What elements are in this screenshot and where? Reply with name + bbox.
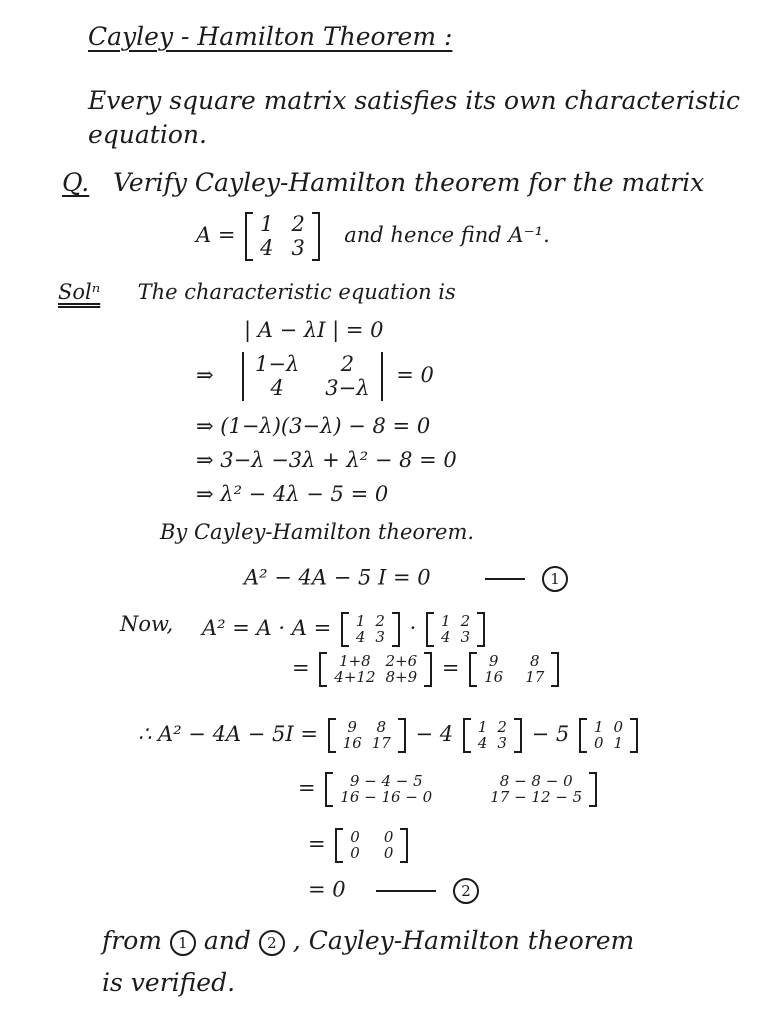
matrix-cell: 3 [375,628,385,646]
matrix-cell: 17 [525,668,545,686]
conclusion-line1 [102,928,634,956]
equals-sign: = [292,656,310,680]
matrix-cell: 3 [460,628,471,646]
matrix-cell: 1 [613,734,624,752]
matrix-a-left [341,612,400,647]
conclusion-and: and [203,926,251,955]
matrix-cell: 9 − 4 − 5 [349,772,423,790]
equals-sign: = [298,776,316,800]
det-cell: 3−λ [325,376,370,400]
conclusion-line2: is verified. [102,968,236,997]
now-label: Now, [120,612,174,636]
char-eq-det-line [196,352,434,401]
page-title: Cayley - Hamilton Theorem : [88,22,453,51]
dot-operator: · [409,616,417,640]
a-squared-result-line [292,652,562,687]
matrix-cell: 8 [376,718,387,736]
question-suffix: and hence find A⁻¹. [344,223,550,247]
matrix-cell: 17 [371,734,391,752]
matrix-cell: 1 [441,612,451,630]
char-eq-3: ⇒ (1−λ)(3−λ) − 8 = 0 [196,414,431,438]
solution-intro: The characteristic equation is [137,280,456,304]
determinant [238,352,387,401]
matrix-cell: 1+8 [339,652,371,670]
matrix-a-label: A = [196,223,236,247]
matrix-a [245,212,320,261]
matrix-cell: 8 [530,652,540,670]
difference-line [298,772,600,807]
matrix-cell: 1 [355,612,366,630]
matrix-cell: 2 [291,212,305,236]
conclusion-from: from [102,926,162,955]
sum-matrix [319,652,432,687]
matrix-cell: 2 [375,612,385,630]
a-squared-line [202,612,488,647]
matrix-cell: 3 [497,734,507,752]
matrix-cell: 3 [291,236,305,260]
matrix-cell: 9 [347,718,357,736]
conclusion-rest: , Cayley-Hamilton theorem [292,926,635,955]
a-squared-matrix [469,652,559,687]
det-rhs: = 0 [396,363,434,387]
det-cell: 4 [270,376,284,400]
equation-marker-1: 1 [542,566,568,592]
question-text: Verify Cayley-Hamilton theorem for the matrix [113,168,705,197]
matrix-cell: 8 − 8 − 0 [499,772,573,790]
matrix-a-3 [463,718,522,753]
matrix-cell: 4 [477,734,488,752]
matrix-cell: 0 [350,844,360,862]
zero-matrix [335,828,408,863]
matrix-cell: 4 [441,628,451,646]
equation-marker-2: 2 [453,878,479,904]
theorem-statement-line1: Every square matrix satisfies its own characteristic [88,86,741,115]
char-eq-5: ⇒ λ² − 4λ − 5 = 0 [196,482,389,506]
theorem-statement-line2: equation. [88,120,207,149]
matrix-cell: 0 [613,718,624,736]
therefore-line [138,718,641,753]
conclusion-ref-1: 1 [170,930,196,956]
solution-intro-line [58,282,456,303]
matrix-cell: 1 [477,718,488,736]
matrix-cell: 0 [383,828,394,846]
final-equation: = 0 [308,877,346,902]
conclusion-ref-2: 2 [259,930,285,956]
matrix-a-right [426,612,485,647]
implies-symbol: ⇒ [196,363,214,387]
matrix-cell: 8+9 [385,668,418,686]
solution-label: Solⁿ [58,280,101,304]
minus-five: − 5 [531,722,570,746]
char-eq-1: | A − λI | = 0 [244,318,384,342]
matrix-cell: 4+12 [334,668,376,686]
matrix-cell: 0 [350,828,360,846]
matrix-cell: 2 [460,612,471,630]
equals-sign: = [441,656,460,680]
matrix-cell: 0 [383,844,394,862]
matrix-cell: 4 [355,628,366,646]
matrix-cell: 16 − 16 − 0 [340,788,433,806]
by-theorem-line: By Cayley-Hamilton theorem. [160,520,475,544]
matrix-cell: 4 [260,236,274,260]
difference-matrix [325,772,597,807]
identity-matrix [579,718,638,753]
question-label: Q. [62,168,90,197]
matrix-cell: 1 [260,212,274,236]
matrix-cell: 1 [593,718,604,736]
matrix-cell: 16 [342,734,362,752]
matrix-cell: 2+6 [385,652,418,670]
char-eq-4: ⇒ 3−λ −3λ + λ² − 8 = 0 [196,448,457,472]
equals-sign: = [308,832,326,856]
final-result-line [308,878,479,904]
question-matrix-line [196,212,550,261]
cayley-equation-line [244,566,568,592]
minus-four: − 4 [415,722,454,746]
matrix-cell: 0 [593,734,604,752]
question-line [62,170,704,195]
matrix-cell: 17 − 12 − 5 [490,788,583,806]
cayley-equation: A² − 4A − 5 I = 0 [244,565,431,590]
zero-matrix-line [308,828,411,863]
therefore-lhs: ∴ A² − 4A − 5I = [138,722,318,746]
det-cell: 1−λ [254,352,300,376]
matrix-cell: 9 [488,652,499,670]
matrix-cell: 16 [484,668,504,686]
a-squared-matrix-2 [328,718,406,753]
a-squared-lhs: A² = A · A = [202,616,332,640]
det-cell: 2 [340,352,355,376]
matrix-cell: 2 [497,718,507,736]
